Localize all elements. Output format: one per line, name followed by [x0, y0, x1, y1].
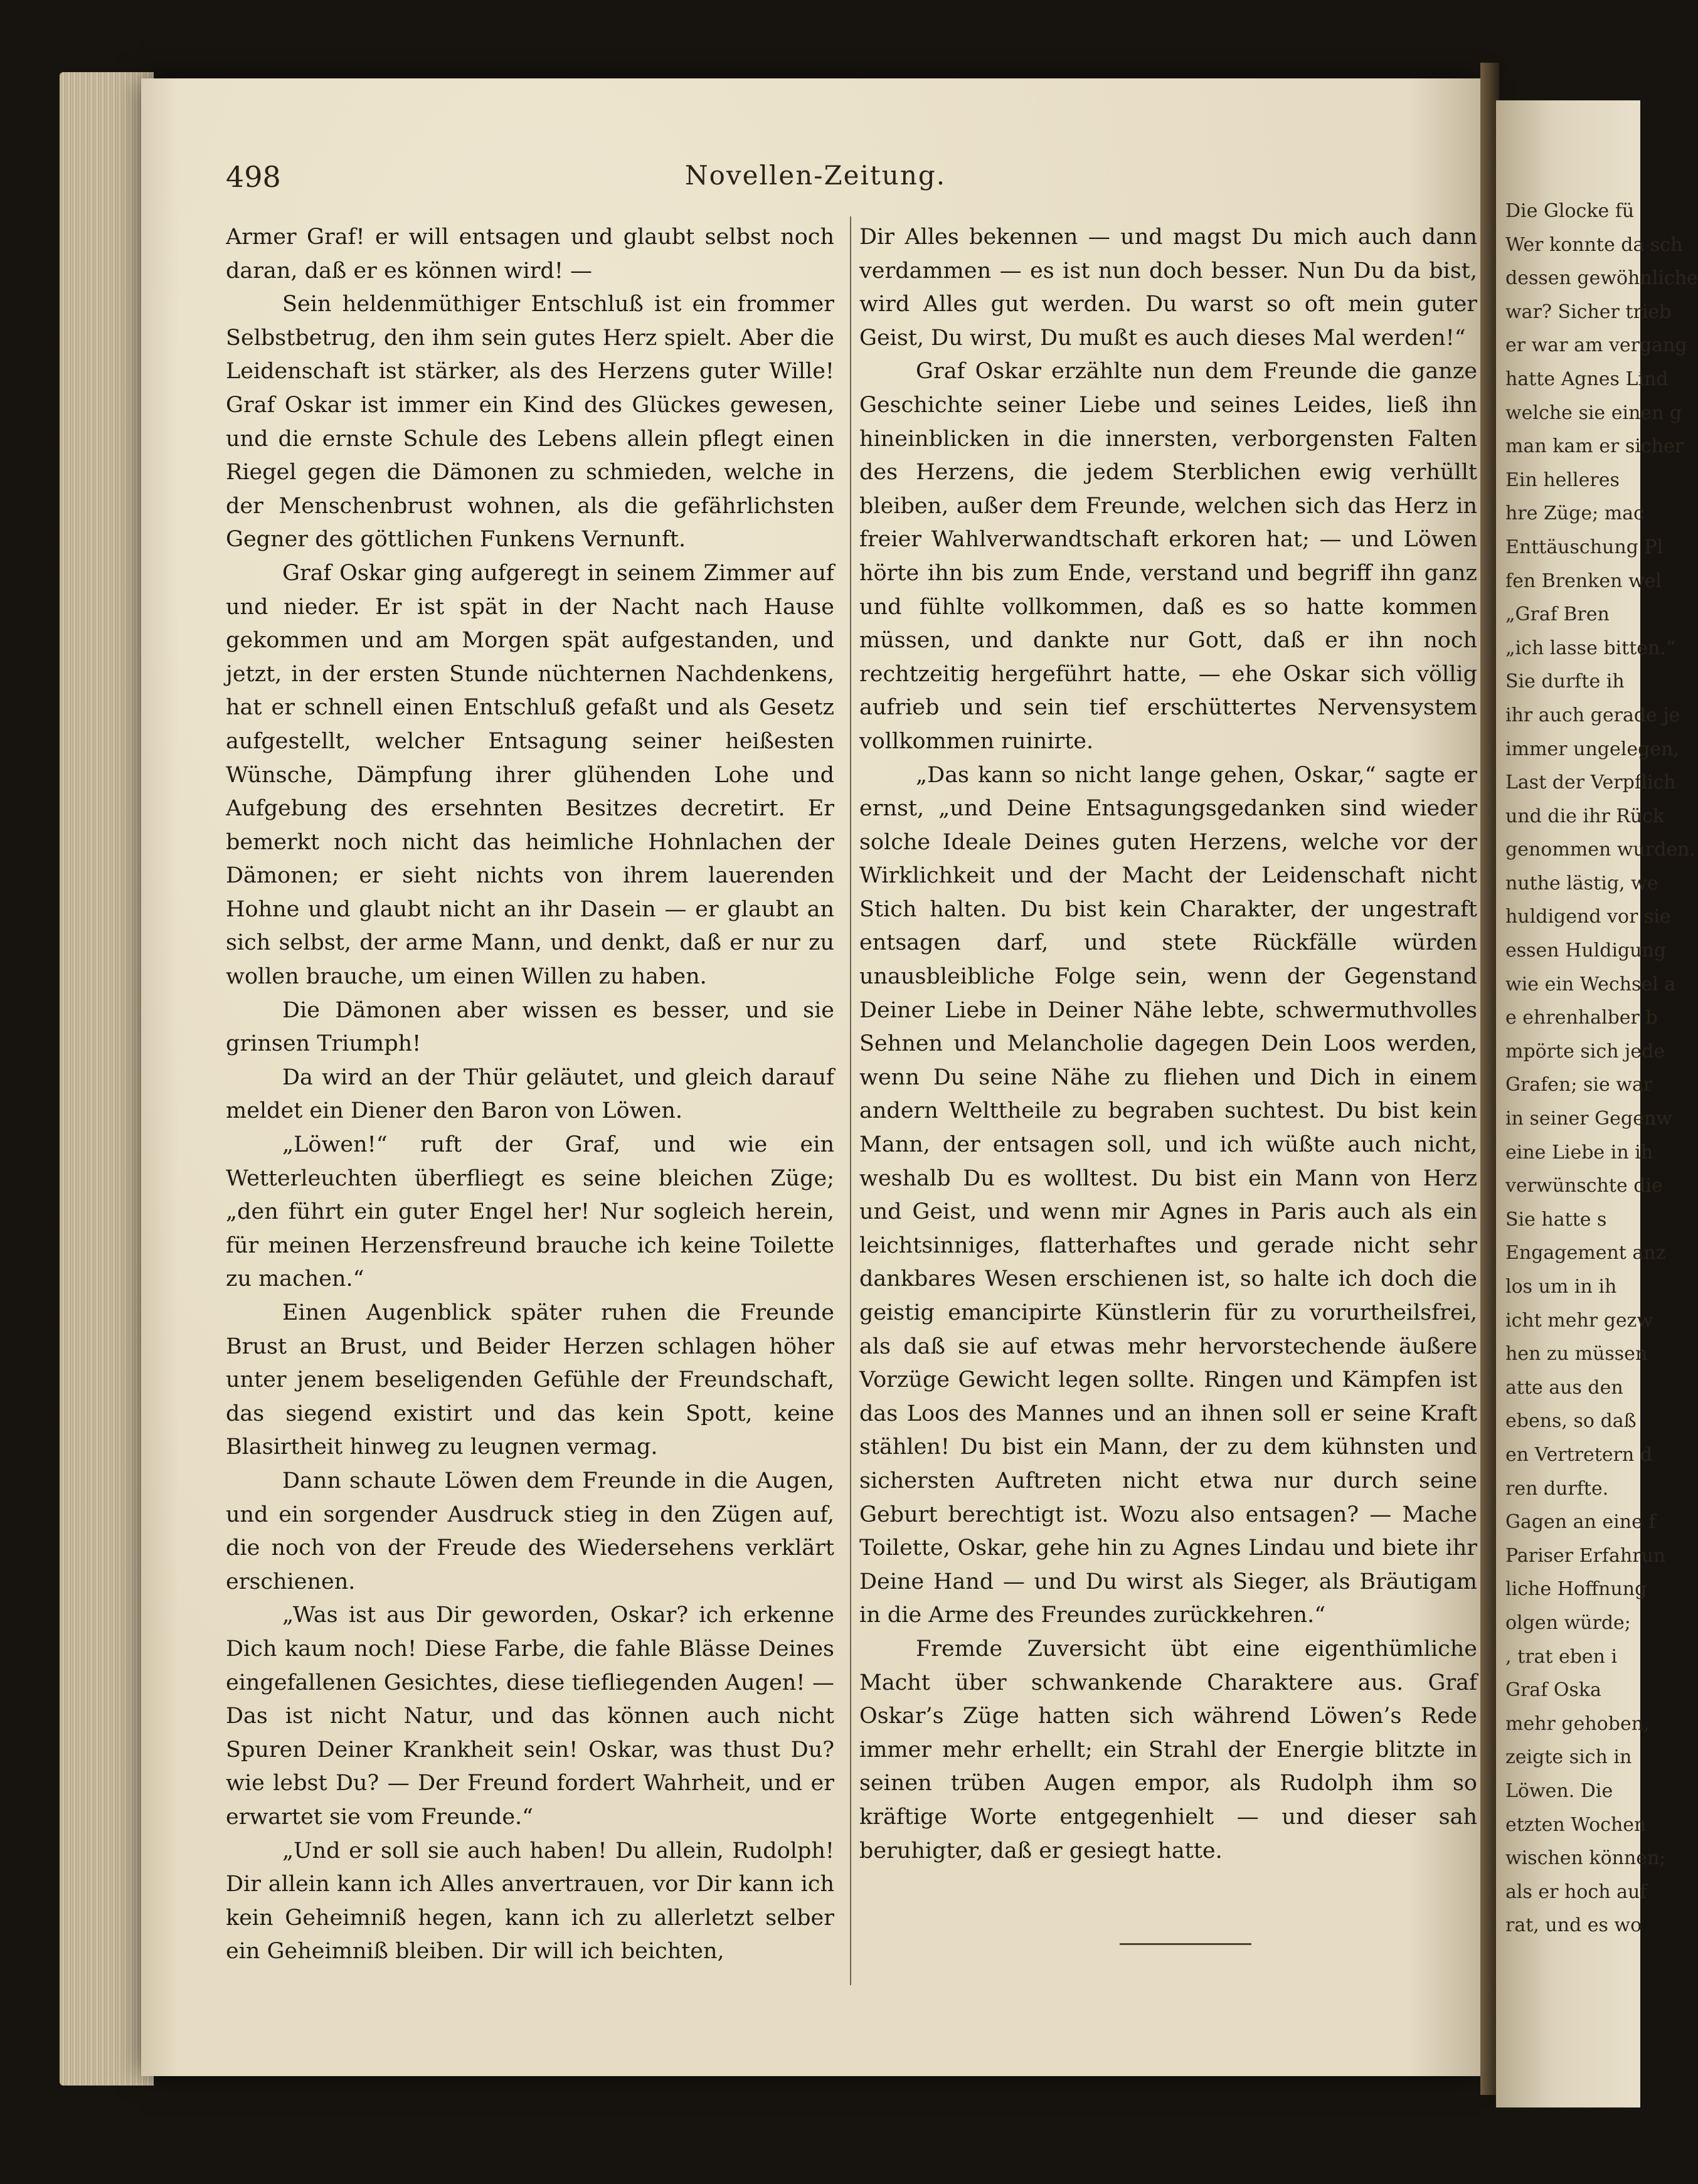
paragraph: Sein heldenmüthiger Entschluß ist ein frommer Selbstbetrug, den ihm sein gutes Herz spielt. Aber die Leidenschaft ist stärker, als des Herzens guter Wille! Graf Oskar ist immer ein Kind des Glückes gewesen, und die ernste Schule des Lebens allein pflegt einen Riegel gegen die Dämonen zu schmieden, welche in der Menschenbrust wohnen, als die gefährlichsten Gegner des göttlichen Funkens Vernunft. — [226, 292, 834, 553]
facing-page-edge — [1496, 100, 1698, 2107]
facing-page-line: Wer konnte da sch — [1505, 233, 1683, 256]
page-header — [226, 160, 1405, 204]
facing-page-line: , trat eben i — [1505, 1645, 1618, 1668]
facing-page-line: ren durfte. — [1505, 1477, 1609, 1500]
facing-page-line: in seiner Gegenw — [1505, 1108, 1672, 1130]
paragraph: Graf Oskar erzählte nun dem Freunde die ganze Geschichte seiner Liebe und seines Leides, ließ ihn hineinblicken in die innersten, verborgensten Falten des Herzens, die jedem Sterblichen ewig verhüllt bleiben, außer dem Freunde, welchen sich das Herz in freier Wahlverwandtschaft erkoren hat; — und Löwen hörte ihn bis zum Ende, verstand und begriff ihn ganz und fühlte vollkommen, daß es so hatte kommen müssen, und dankte nur Gott, daß er ihn noch rechtzeitig hergeführt hatte, — ehe Oskar sich völlig aufrieb und sein tief erschüttertes Nervensystem vollkommen ruinirte. — [859, 359, 1477, 754]
paragraph: Graf Oskar ging aufgeregt in seinem Zimmer auf und nieder. Er ist spät in der Nacht nach Hause gekommen und am Morgen spät aufgestanden, und jetzt, in der ersten Stunde nüchternen Nachdenkens, hat er schnell einen Entschluß gefaßt und als Gesetz aufgestellt, welcher Entsagung seiner heißesten Wünsche, Dämpfung ihrer glühenden Lohe und Aufgebung des ersehnten Besitzes decretirt. Er bemerkt noch nicht das heimliche Hohnlachen der Dämonen; er sieht nichts von ihrem lauerenden Hohne und glaubt nicht an ihr Dasein — er glaubt an sich selbst, der arme Mann, und denkt, daß er nur zu wollen brauche, um einen Willen zu haben. — [226, 560, 834, 990]
facing-page-line: Gagen an eine f — [1505, 1511, 1656, 1534]
facing-page-line: los um in ih — [1505, 1276, 1617, 1298]
facing-page-line: atte aus den — [1505, 1376, 1623, 1399]
facing-page-line: rat, und es wo — [1505, 1914, 1642, 1937]
left-column — [226, 221, 834, 1969]
facing-page-line: hatte Agnes Lind — [1505, 368, 1669, 390]
paragraph: Fremde Zuversicht übt eine eigenthümliche Macht über schwankende Charaktere aus. Graf Oskar’s Züge hatten sich während Löwen’s Rede immer mehr erhellt; ein Strahl der Energie blitzte in seinen trüben Augen empor, als Rudolph ihm so kräftige Worte entgegenhielt — und dieser sah beruhigter, daß er gesiegt hatte. — [859, 1636, 1477, 1863]
facing-page-line: man kam er sicher — [1505, 435, 1684, 458]
paragraph: „Löwen!“ ruft der Graf, und wie ein Wetterleuchten überfliegt es seine bleichen Züge; „den führt ein guter Engel her! Nur sogleich herein, für meinen Herzensfreund brauche ich keine Toilette zu machen.“ — [226, 1132, 834, 1292]
paragraph: Dir Alles bekennen — und magst Du mich auch dann verdammen — es ist nun doch besser. Nun Du da bist, wird Alles gut werden. Du warst so oft mein guter Geist, Du wirst, Du mußt es auch dieses Mal werden!“ — [859, 225, 1477, 351]
paragraph: Da wird an der Thür geläutet, und gleich darauf meldet ein Diener den Baron von Löwen. — [226, 1064, 834, 1124]
facing-page-line: icht mehr gezw — [1505, 1309, 1653, 1332]
facing-page-line: fen Brenken wel — [1505, 570, 1662, 592]
facing-page-line: Grafen; sie war — [1505, 1074, 1653, 1096]
facing-page-line: als er hoch auf — [1505, 1880, 1647, 1903]
paragraph: „Das kann so nicht lange gehen, Oskar,“ sagte er ernst, „und Deine Entsagungsgedanken sind wieder solche Ideale Deines guten Herzens, welche vor der Wirklichkeit und der Macht der Leidenschaft nicht Stich halten. Du bist kein Charakter, der ungestraft entsagen darf, und stete Rückfälle würden unausbleibliche Folge sein, wenn der Gegenstand Deiner Liebe in Deiner Nähe lebte, schwermuthvolles Sehnen und Melancholie dagegen Dein Loos werden, wenn Du seine Nähe zu fliehen und Dich in einem andern Welttheile zu begraben suchtest. Du bist kein Mann, der entsagen soll, und ich wüßte auch nicht, weshalb Du es wolltest. Du bist ein Mann von Herz und Geist, und wenn mir Agnes in Paris auch als ein leichtsinniges, flatterhaftes und gerade nicht sehr dankbares Wesen erschienen ist, so halte ich doch die geistig emancipirte Künstlerin für zu vorurtheilsfrei, als daß sie auf etwas mehr hervorstechende äußere Vorzüge Gewicht legen sollte. Ringen und Kämpfen ist das Loos des Mannes und an ihnen soll er seine Kraft stählen! Du bist ein Mann, der zu dem kühnsten und sichersten Auftreten nicht etwa nur durch seine Geburt berechtigt ist. Wozu also entsagen? — Mache Toilette, Oskar, gehe hin zu Agnes Lindau und biete ihr Deine Hand — und Du wirst als Sieger, als Bräutigam in die Arme des Freundes zurückkehren.“ — [859, 762, 1477, 1628]
paragraph: „Und er soll sie auch haben! Du allein, Rudolph! Dir allein kann ich Alles anvertrauen, vor Dir kann ich kein Geheimniß hegen, kann ich zu allerletzt selber ein Geheimniß bleiben. Dir will ich beichten, — [226, 1838, 834, 1964]
facing-page-line: huldigend vor sie — [1505, 906, 1671, 928]
facing-page-line: olgen würde; — [1505, 1611, 1631, 1634]
facing-page-line: zeigte sich in — [1505, 1746, 1632, 1769]
facing-page-line: ebens, so daß — [1505, 1410, 1637, 1433]
facing-page-line: genommen wurden. — [1505, 839, 1696, 861]
facing-page-line: Sie durfte ih — [1505, 671, 1625, 693]
book-page-edges — [60, 72, 154, 2086]
facing-page-line: Engagement anz — [1505, 1242, 1666, 1264]
facing-page-line: ihr auch gerade je — [1505, 704, 1680, 726]
facing-page-line: eine Liebe in ih — [1505, 1141, 1653, 1164]
facing-page-line: Ein helleres — [1505, 469, 1620, 491]
facing-page-line: Löwen. Die — [1505, 1779, 1613, 1802]
right-column — [859, 221, 1477, 1868]
facing-page-line: hen zu müssen — [1505, 1343, 1648, 1365]
facing-page-line: e ehrenhalber b — [1505, 1007, 1658, 1029]
facing-page-line: nuthe lästig, we — [1505, 872, 1658, 894]
paragraph: Die Dämonen aber wissen es besser, und sie grinsen Triumph! — [226, 997, 834, 1057]
facing-page-line: hre Züge; mac — [1505, 502, 1644, 525]
facing-page-line: Die Glocke fü — [1505, 200, 1635, 222]
facing-page-line: er war am vergang — [1505, 334, 1687, 357]
facing-page-line: Sie hatte s — [1505, 1208, 1607, 1231]
facing-page-line: verwünschte die — [1505, 1175, 1663, 1197]
facing-page-line: welche sie einen g — [1505, 401, 1682, 424]
facing-page-line: Pariser Erfahrun — [1505, 1544, 1666, 1567]
facing-page-line: „ich lasse bitten.“ — [1505, 637, 1676, 659]
facing-page-text — [1505, 194, 1698, 1943]
facing-page-line: mehr gehoben, — [1505, 1712, 1650, 1735]
facing-page-line: wischen können; — [1505, 1847, 1666, 1870]
paragraph: Armer Graf! er will entsagen und glaubt selbst noch daran, daß er es können wird! — — [226, 225, 834, 284]
facing-page-line: Graf Oska — [1505, 1679, 1601, 1702]
facing-page-line: immer ungelegen, — [1505, 738, 1679, 760]
facing-page-line: Last der Verpflich — [1505, 771, 1676, 794]
facing-page-line: dessen gewöhnliche — [1505, 267, 1698, 290]
paragraph: Dann schaute Löwen dem Freunde in die Augen, und ein sorgender Ausdruck stieg in den Zügen auf, die noch von der Freude des Wiedersehens verklärt erschienen. — [226, 1468, 834, 1594]
page-number: 498 — [226, 160, 281, 194]
running-title: Novellen-Zeitung. — [684, 160, 947, 191]
facing-page-line: war? Sicher trieb — [1505, 300, 1672, 323]
facing-page-line: liche Hoffnung — [1505, 1578, 1647, 1601]
column-divider — [850, 216, 851, 1985]
facing-page-line: essen Huldigung — [1505, 940, 1667, 962]
facing-page-line: Enttäuschung Pl — [1505, 536, 1664, 558]
facing-page-line: mpörte sich jede — [1505, 1040, 1665, 1063]
section-end-rule — [1120, 1943, 1251, 1945]
facing-page-line: en Vertretern d — [1505, 1443, 1652, 1466]
facing-page-line: und die ihr Rück — [1505, 805, 1665, 827]
facing-page-line: „Graf Bren — [1505, 603, 1610, 626]
paragraph: „Was ist aus Dir geworden, Oskar? ich erkenne Dich kaum noch! Diese Farbe, die fahle Blässe Deines eingefallenen Gesichtes, diese tiefliegenden Augen! — Das ist nicht Natur, und das können auch nicht Spuren Deiner Krankheit sein! Oskar, was thust Du? wie lebst Du? — Der Freund fordert Wahrheit, und er erwartet sie vom Freunde.“ — [226, 1603, 834, 1830]
facing-page-line: wie ein Wechsel a — [1505, 973, 1676, 995]
paragraph: Einen Augenblick später ruhen die Freunde Brust an Brust, und Beider Herzen schlagen höher unter jenem beseligenden Gefühle der Freundschaft, das siegend existirt und das kein Spott, keine Blasirtheit hinweg zu leugnen vermag. — [226, 1300, 834, 1460]
facing-page-line: etzten Wochen — [1505, 1813, 1647, 1836]
